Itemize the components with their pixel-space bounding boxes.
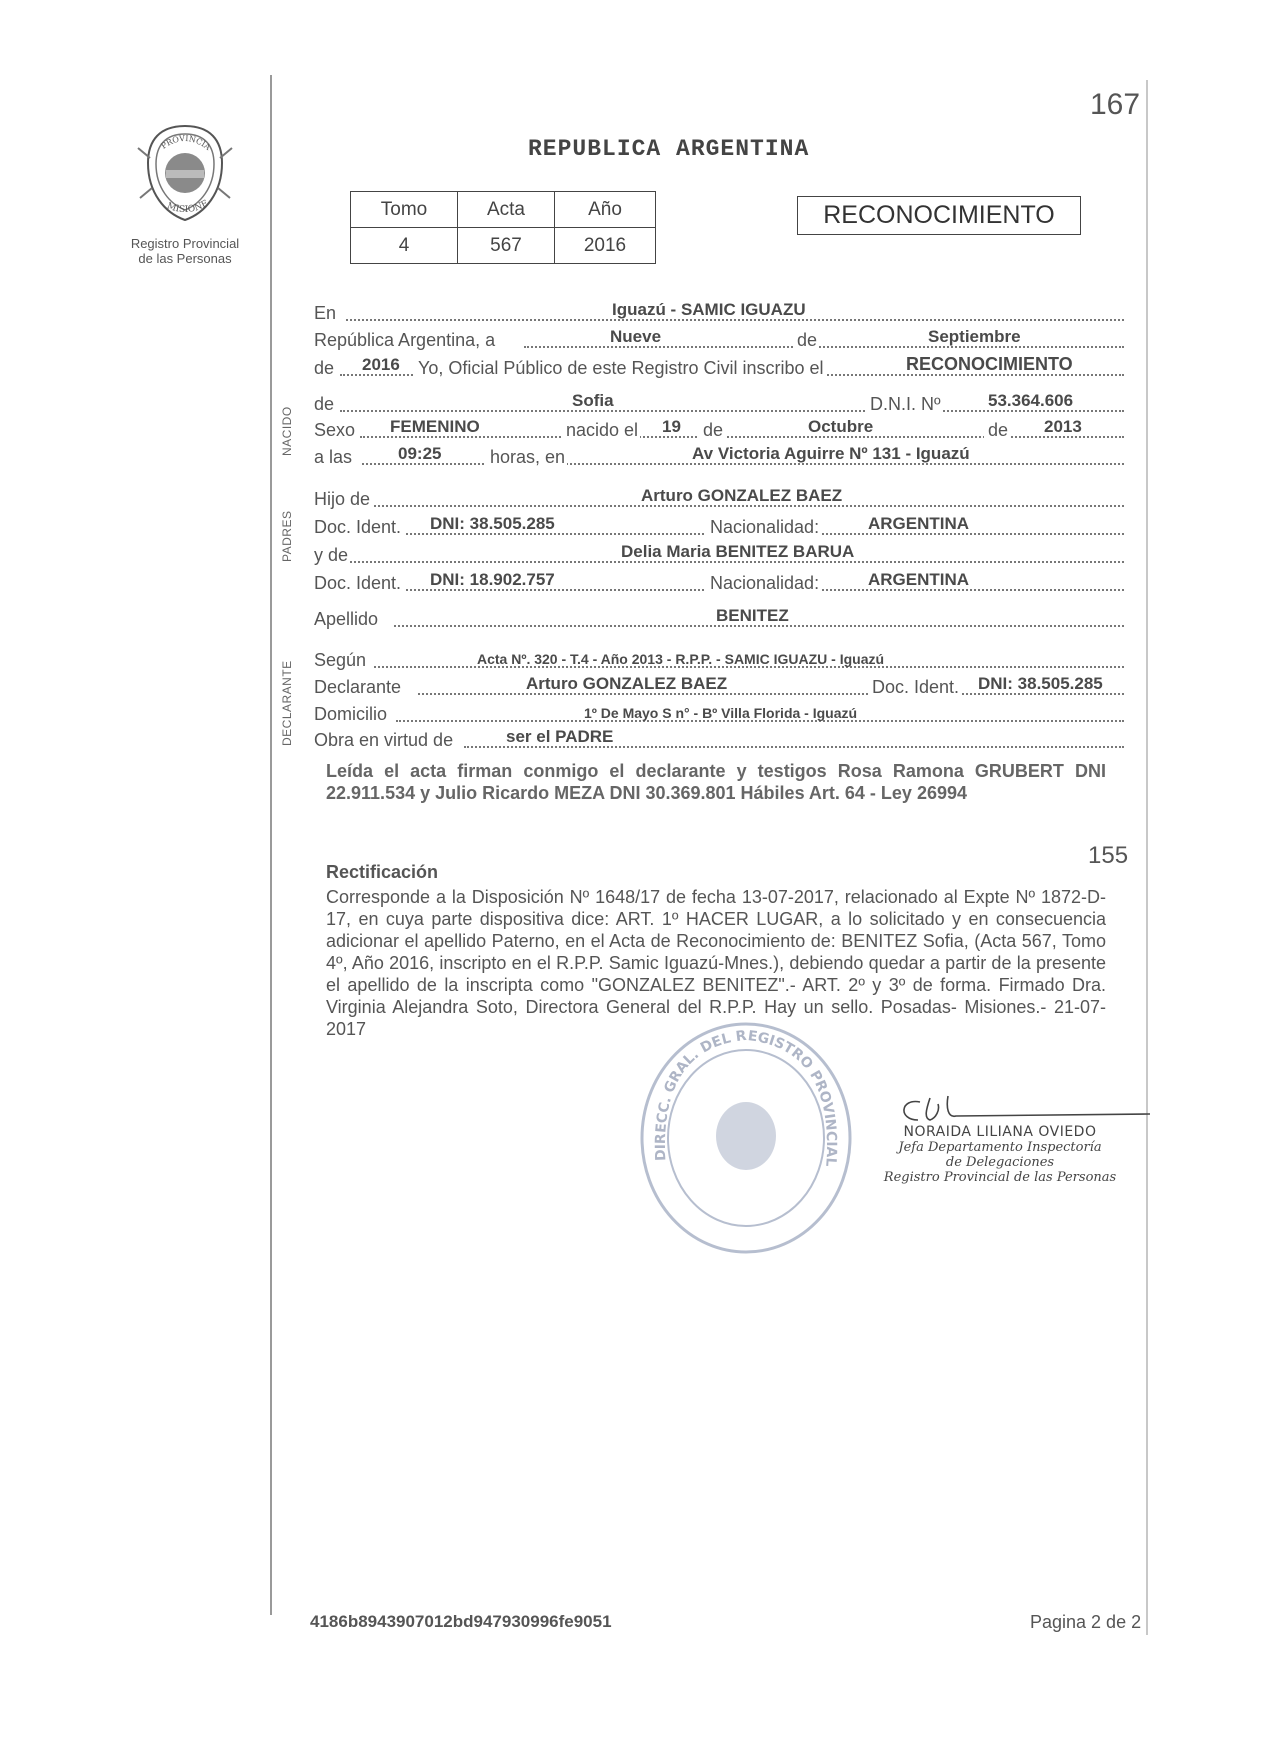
value-nac1: ARGENTINA [868,514,970,533]
value-hora: 09:25 [398,444,442,463]
document-hash: 4186b8943907012bd947930996fe9051 [310,1612,612,1631]
row-declarante [314,672,1124,698]
label-de-mes: de [794,330,819,351]
record-table [350,191,656,264]
value-madre: Delia Maria BENITEZ BARUA [621,542,855,561]
label-doc2: Doc. Ident. [314,573,402,593]
rectificacion-page-number: 155 [1088,842,1129,869]
table-header-tomo: Tomo [351,192,458,228]
row-yde [314,540,1124,566]
label-alas: a las [314,447,353,467]
table-header-anio: Año [555,192,656,228]
value-dni: 53.364.606 [988,391,1074,410]
svg-text:DIRECC. GRAL. DEL REGISTRO PRO: DIRECC. GRAL. DEL REGISTRO PROVINCIAL [652,1027,840,1168]
row-republica [314,325,1124,351]
document-title: REPUBLICA ARGENTINA [528,136,810,162]
registry-line-2: de las Personas [138,251,232,266]
value-declarante: Arturo GONZALEZ BAEZ [526,674,728,693]
leida-paragraph: Leída el acta firman conmigo el declarante y testigos Rosa Ramona GRUBERT DNI 22.911.534 y Julio Ricardo MEZA DNI 30.369.801 Hábiles Art. 64 - Ley 26994 [326,761,1106,803]
row-doc2 [314,568,1124,594]
registry-line-1: Registro Provincial [130,236,240,251]
label-sexo: Sexo [314,420,356,440]
value-nac-anio: 2013 [1044,417,1082,436]
svg-text:MISIONES: MISIONE [165,198,211,216]
label-apellido: Apellido [314,609,379,629]
signature-role-3: Registro Provincial de las Personas [883,1170,1117,1185]
label-nacido: nacido el [562,420,640,441]
label-hijo: Hijo de [314,489,371,509]
official-seal [636,1018,856,1258]
row-hora [314,442,1124,468]
label-de-anio: de [314,358,335,378]
row-anio [314,353,1124,379]
signature-block [880,1124,1120,1185]
label-yo: Yo, Oficial Público de este Registro Civil inscribo el [414,358,826,379]
value-doc1: DNI: 38.505.285 [430,514,555,533]
row-segun [314,645,1124,671]
side-label-nacido: NACIDO [280,406,294,456]
row-en [314,298,1124,324]
value-nac-mes: Octubre [808,417,874,436]
row-domicilio [314,699,1124,725]
svg-text:PROVINCIA DE: PROVINCIA [159,133,213,152]
label-domicilio: Domicilio [314,704,388,724]
signature-role-1: Jefa Departamento Inspectoría [898,1140,1102,1155]
value-mes: Septiembre [928,327,1021,346]
label-horas-en: horas, en [486,447,567,468]
right-margin-line [1146,80,1148,1635]
value-apellido: BENITEZ [716,606,789,625]
label-decl-doc: Doc. Ident. [868,677,961,698]
value-anio: 2016 [362,355,400,374]
row-sexo [314,415,1124,441]
signature-role-2: de Delegaciones [945,1155,1055,1170]
record-type-box: RECONOCIMIENTO [797,196,1081,235]
label-doc1: Doc. Ident. [314,517,402,537]
province-emblem [130,118,240,228]
label-nac-de2: de [984,420,1010,441]
value-lugar: Av Victoria Aguirre Nº 131 - Iguazú [692,444,970,463]
pagination: Pagina 2 de 2 [1030,1612,1142,1632]
side-label-declarante: DECLARANTE [280,660,294,746]
value-domicilio: 1º De Mayo S n° - Bº Villa Florida - Iguazú [584,705,858,721]
label-dni: D.N.I. Nº [866,394,943,415]
row-hijo [314,484,1124,510]
label-obra: Obra en virtud de [314,730,454,750]
row-obra [314,725,1124,751]
table-value-tomo: 4 [351,228,458,264]
rectificacion-title: Rectificación [326,862,439,882]
value-decl-doc: DNI: 38.505.285 [978,674,1103,693]
value-padre: Arturo GONZALEZ BAEZ [641,486,843,505]
label-nac2: Nacionalidad: [706,573,821,594]
label-declarante: Declarante [314,677,402,697]
value-nombre: Sofia [572,391,614,410]
value-en: Iguazú - SAMIC IGUAZU [612,300,806,319]
left-margin-line [270,75,272,1615]
value-dia: Nueve [610,327,662,346]
label-segun: Según [314,650,367,670]
value-segun: Acta Nº. 320 - T.4 - Año 2013 - R.P.P. - SAMIC IGUAZU - Iguazú [477,651,885,667]
row-apellido [314,604,1124,630]
signature-name: NORAIDA LILIANA OVIEDO [903,1124,1097,1140]
label-yde: y de [314,545,349,565]
label-en: En [314,303,337,323]
value-sexo: FEMENINO [390,417,480,436]
table-header-acta: Acta [458,192,555,228]
table-value-acta: 567 [458,228,555,264]
rectificacion-body: Corresponde a la Disposición Nº 1648/17 de fecha 13-07-2017, relacionado al Expte Nº 1872-D-17, en cuya parte dispositiva dice: ART. 1º HACER LUGAR, a lo solicitado y en consecuencia adicionar el apellido Paterno, en el Acta de Reconocimiento de: BENITEZ Sofia, (Acta 567, Tomo 4º, Año 2016, inscripto en el R.P.P. Samic Iguazú-Mnes.), debiendo quedar a partir de la presente el apellido de la inscripta como "GONZALEZ BENITEZ".- ART. 2º y 3º de forma. Firmado Dra. Virginia Alejandra Soto, Directora General del R.P.P. Hay un sello. Posadas- Misiones.- 21-07-2017 [326,887,1106,1039]
label-nac1: Nacionalidad: [706,517,821,538]
row-doc1 [314,512,1124,538]
label-nac-de: de [699,420,725,441]
label-de-nombre: de [314,394,335,414]
value-doc2: DNI: 18.902.757 [430,570,555,589]
value-nac-dia: 19 [662,417,681,436]
registry-caption [110,236,260,266]
row-nombre [314,389,1124,415]
value-obra: ser el PADRE [506,727,614,746]
label-republica: República Argentina, a [314,330,496,350]
table-value-anio: 2016 [555,228,656,264]
page-number-top: 167 [1090,88,1141,121]
value-nac2: ARGENTINA [868,570,970,589]
side-label-padres: PADRES [280,510,294,562]
value-acto: RECONOCIMIENTO [906,354,1073,374]
